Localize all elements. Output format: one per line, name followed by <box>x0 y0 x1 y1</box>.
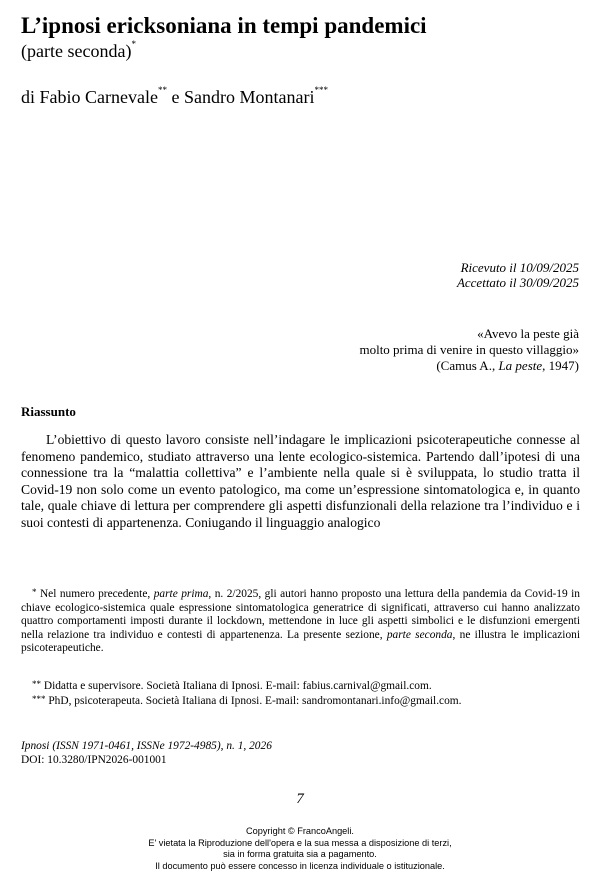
footnote-1-italic-b: parte seconda <box>386 628 453 641</box>
copyright-line-3: sia in forma gratuita sia a pagamento. <box>223 849 377 860</box>
copyright-line-2: E' vietata la Riproduzione dell'opera e la sua messa a disposizione di terzi, <box>148 837 452 848</box>
author-line <box>21 87 328 108</box>
accepted-date: Accettato il 30/09/2025 <box>456 275 579 290</box>
author-1: di Fabio Carnevale <box>21 87 158 107</box>
footnote-1-italic-a: parte prima <box>153 588 209 600</box>
footnote-2 <box>21 680 580 694</box>
journal-info <box>21 740 272 767</box>
footnote-2-text: Didatta e supervisore. Società Italiana di Ipnosi. E-mail: fabius.carnival@gmail.com. <box>41 680 432 692</box>
copyright-line-4: Il documento può essere concesso in licenza individuale o istituzionale. <box>155 860 445 871</box>
journal-doi: DOI: 10.3280/IPN2026-001001 <box>21 753 167 766</box>
subtitle-text: (parte seconda) <box>21 41 132 61</box>
journal-citation <box>21 740 272 754</box>
abstract-heading: Riassunto <box>21 404 76 419</box>
abstract-text: L’obiettivo di questo lavoro consiste nell’indagare le implicazioni psicoterapeutiche connesse al fenomeno pandemico, studiato attraverso una lente ecologico-sistemica. Partendo dall’ipotesi di una connessione tra la “malattia collettiva” e l’ambiente nella quale si è sviluppata, lo studio tratta il Covid-19 non solo come un evento patologico, ma come un’espressione sintomatologica e, in quanto tale, quale chiave di lettura per comprendere gli aspetti disfunzionali della relazione tra l’individuo e i suoi contesti di appartenenza. Coniugando il linguaggio analogico <box>21 432 580 530</box>
copyright-line-1: Copyright © FrancoAngeli. <box>246 826 354 836</box>
submission-dates <box>457 260 579 290</box>
author-2-footnote-marker: *** <box>314 85 328 95</box>
epigraph-cite-post: , 1947) <box>542 358 579 373</box>
footnote-3-text: PhD, psicoterapeuta. Società Italiana di Ipnosi. E-mail: sandromontanari.info@gmail.com. <box>45 695 462 707</box>
copyright-notice <box>0 826 600 872</box>
epigraph <box>359 326 579 374</box>
epigraph-line-1: «Avevo la peste già <box>477 326 579 341</box>
epigraph-line-2: molto prima di venire in questo villaggio» <box>359 342 579 357</box>
page-number: 7 <box>296 791 304 807</box>
footnote-2-marker: ** <box>32 679 41 689</box>
footnote-1 <box>21 588 580 656</box>
footnote-1-marker: * <box>32 587 37 597</box>
epigraph-cite-title: La peste <box>498 358 543 373</box>
footnote-1-text-a: Nel numero precedente, <box>36 588 154 600</box>
author-2: Sandro Montanari <box>183 87 315 107</box>
author-1-footnote-marker: ** <box>157 85 167 95</box>
journal-citation-text: Ipnosi (ISSN 1971-0461, ISSNe 1972-4985), n. 1, 2026 <box>21 740 272 752</box>
footnote-1-text-c: , ne illustra le implicazioni psicoterapeutiche. <box>21 628 581 655</box>
footnote-1-text-b: , n. 2/2025, gli autori hanno proposto una lettura della pandemia da Covid-19 in chiave ecologico-sistemica quale espressione sintomatologica generatrice di significati, attraverso cui hanno analizzato quattro comportamenti imposti durante il lockdown, mettendone in luce gli aspetti simbolici e le disfunzioni emergenti nella relazione tra individuo e contesti di appartenenza. La presente sezione, <box>21 588 581 641</box>
footnote-3 <box>21 695 580 709</box>
author-conjunction: e <box>166 87 184 107</box>
received-date: Ricevuto il 10/09/2025 <box>460 260 579 275</box>
subtitle-footnote-marker: * <box>131 39 136 49</box>
footnote-3-marker: *** <box>32 694 46 704</box>
article-subtitle <box>21 41 136 62</box>
epigraph-citation <box>359 358 579 374</box>
article-title: L’ipnosi ericksoniana in tempi pandemici <box>21 13 427 38</box>
epigraph-cite-pre: (Camus A., <box>436 358 499 373</box>
